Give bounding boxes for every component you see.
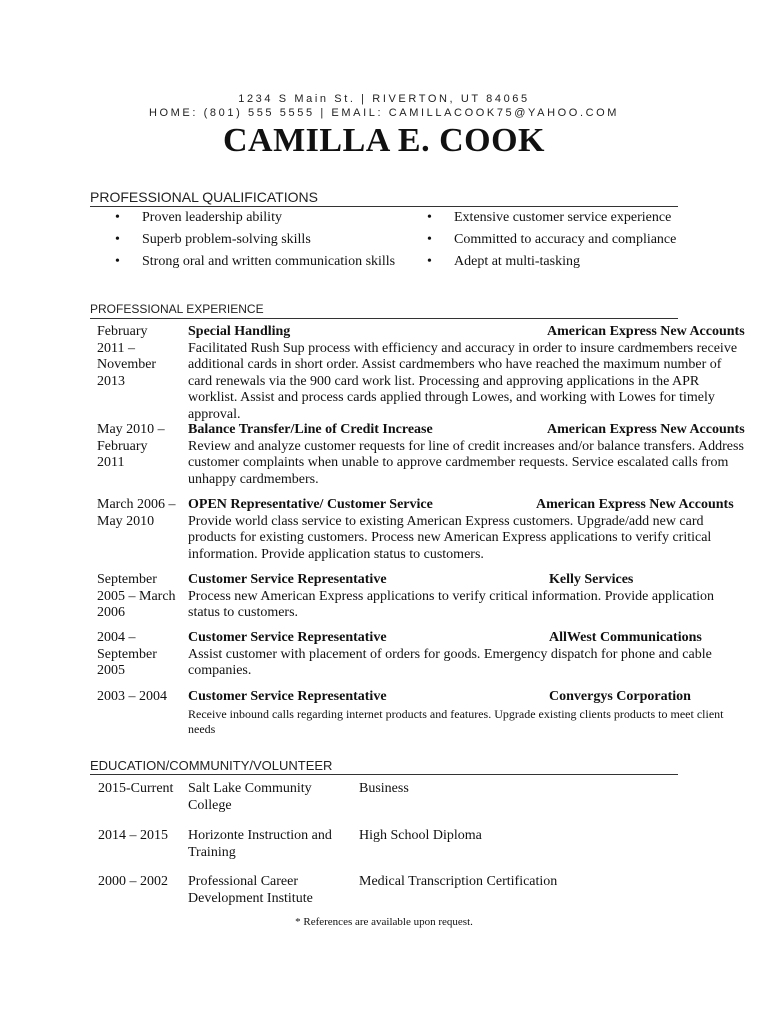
job-dates: May 2010 – February 2011 bbox=[97, 422, 165, 470]
job-entry bbox=[90, 497, 750, 563]
job-company: Convergys Corporation bbox=[549, 689, 691, 704]
experience-divider bbox=[90, 318, 678, 319]
job-entry bbox=[90, 422, 750, 488]
qualifications-left-list bbox=[115, 207, 395, 273]
education-program: Business bbox=[359, 781, 409, 796]
job-dates: 2003 – 2004 bbox=[97, 689, 167, 704]
address-line: 1234 S Main St. | RIVERTON, UT 84065 bbox=[238, 93, 530, 105]
education-program: Medical Transcription Certification bbox=[359, 874, 558, 889]
qualification-item: • Committed to accuracy and compliance bbox=[427, 229, 676, 251]
contact-line: HOME: (801) 555 5555 | EMAIL: CAMILLACOOK75@YAHOO.COM bbox=[148, 107, 620, 119]
job-company: American Express New Accounts bbox=[547, 324, 745, 339]
education-row bbox=[90, 873, 690, 909]
qualifications-right-list bbox=[427, 207, 676, 273]
education-years: 2000 – 2002 bbox=[98, 874, 168, 889]
job-description: Receive inbound calls regarding internet products and features. Upgrade existing clients products to meet client needs bbox=[188, 707, 724, 736]
qualification-item: • Extensive customer service experience bbox=[427, 207, 676, 229]
job-dates: February 2011 – November 2013 bbox=[97, 324, 157, 389]
qualification-item: • Superb problem-solving skills bbox=[115, 229, 395, 251]
job-title: Balance Transfer/Line of Credit Increase bbox=[188, 422, 433, 437]
job-description: Provide world class service to existing American Express customers. Upgrade/add new card products for existing customers. Process new American Express applications to verify critical information. Provide application status to customers. bbox=[188, 513, 712, 562]
job-title: OPEN Representative/ Customer Service bbox=[188, 497, 433, 512]
education-years: 2014 – 2015 bbox=[98, 828, 168, 843]
candidate-name: CAMILLA E. COOK bbox=[222, 122, 546, 159]
references-note: * References are available upon request. bbox=[295, 916, 473, 928]
job-entry bbox=[90, 324, 750, 422]
job-entry bbox=[90, 689, 750, 737]
job-entry bbox=[90, 572, 750, 622]
education-divider bbox=[90, 774, 678, 775]
education-heading: EDUCATION/COMMUNITY/VOLUNTEER bbox=[90, 758, 333, 773]
job-dates: September 2005 – March 2006 bbox=[97, 572, 176, 620]
education-institution: Horizonte Instruction and Training bbox=[188, 828, 332, 860]
job-title: Customer Service Representative bbox=[188, 630, 387, 645]
qualification-item: • Strong oral and written communication skills bbox=[115, 251, 395, 273]
job-description: Review and analyze customer requests for line of credit increases and/or balance transfers. Address customer complaints when unable to approve cardmember requests. Service escalated calls from unhappy cardmembers. bbox=[188, 438, 744, 487]
job-description: Facilitated Rush Sup process with efficiency and accuracy in order to insure cardmembers receive additional cards in short order. Assist cardmembers who have reached the maximum number of card renewals via the 900 card work list. Processing and approving applications in the APR worklist. Assist and process cards applied through Lowes, and working with Lowes for timely approval. bbox=[188, 340, 738, 422]
job-entry bbox=[90, 630, 750, 680]
job-title: Special Handling bbox=[188, 324, 291, 339]
job-description: Assist customer with placement of orders for goods. Emergency dispatch for phone and cable companies. bbox=[188, 646, 712, 678]
education-institution: Salt Lake Community College bbox=[188, 781, 312, 813]
education-program: High School Diploma bbox=[359, 828, 482, 843]
qualifications-heading: PROFESSIONAL QUALIFICATIONS bbox=[90, 189, 318, 205]
education-row bbox=[90, 780, 690, 816]
job-title: Customer Service Representative bbox=[188, 689, 387, 704]
job-title: Customer Service Representative bbox=[188, 572, 387, 587]
experience-heading: PROFESSIONAL EXPERIENCE bbox=[90, 302, 264, 316]
education-institution: Professional Career Development Institute bbox=[188, 874, 313, 906]
job-company: Kelly Services bbox=[549, 572, 634, 587]
job-company: American Express New Accounts bbox=[536, 497, 734, 512]
job-company: AllWest Communications bbox=[549, 630, 702, 645]
education-years: 2015-Current bbox=[98, 781, 174, 796]
job-description: Process new American Express applications to verify critical information. Provide application status to customers. bbox=[188, 588, 715, 620]
job-dates: March 2006 – May 2010 bbox=[97, 497, 176, 529]
job-dates: 2004 – September 2005 bbox=[97, 630, 157, 678]
education-row bbox=[90, 827, 690, 863]
qualification-item: • Proven leadership ability bbox=[115, 207, 395, 229]
job-company: American Express New Accounts bbox=[547, 422, 745, 437]
qualification-item: • Adept at multi-tasking bbox=[427, 251, 676, 273]
